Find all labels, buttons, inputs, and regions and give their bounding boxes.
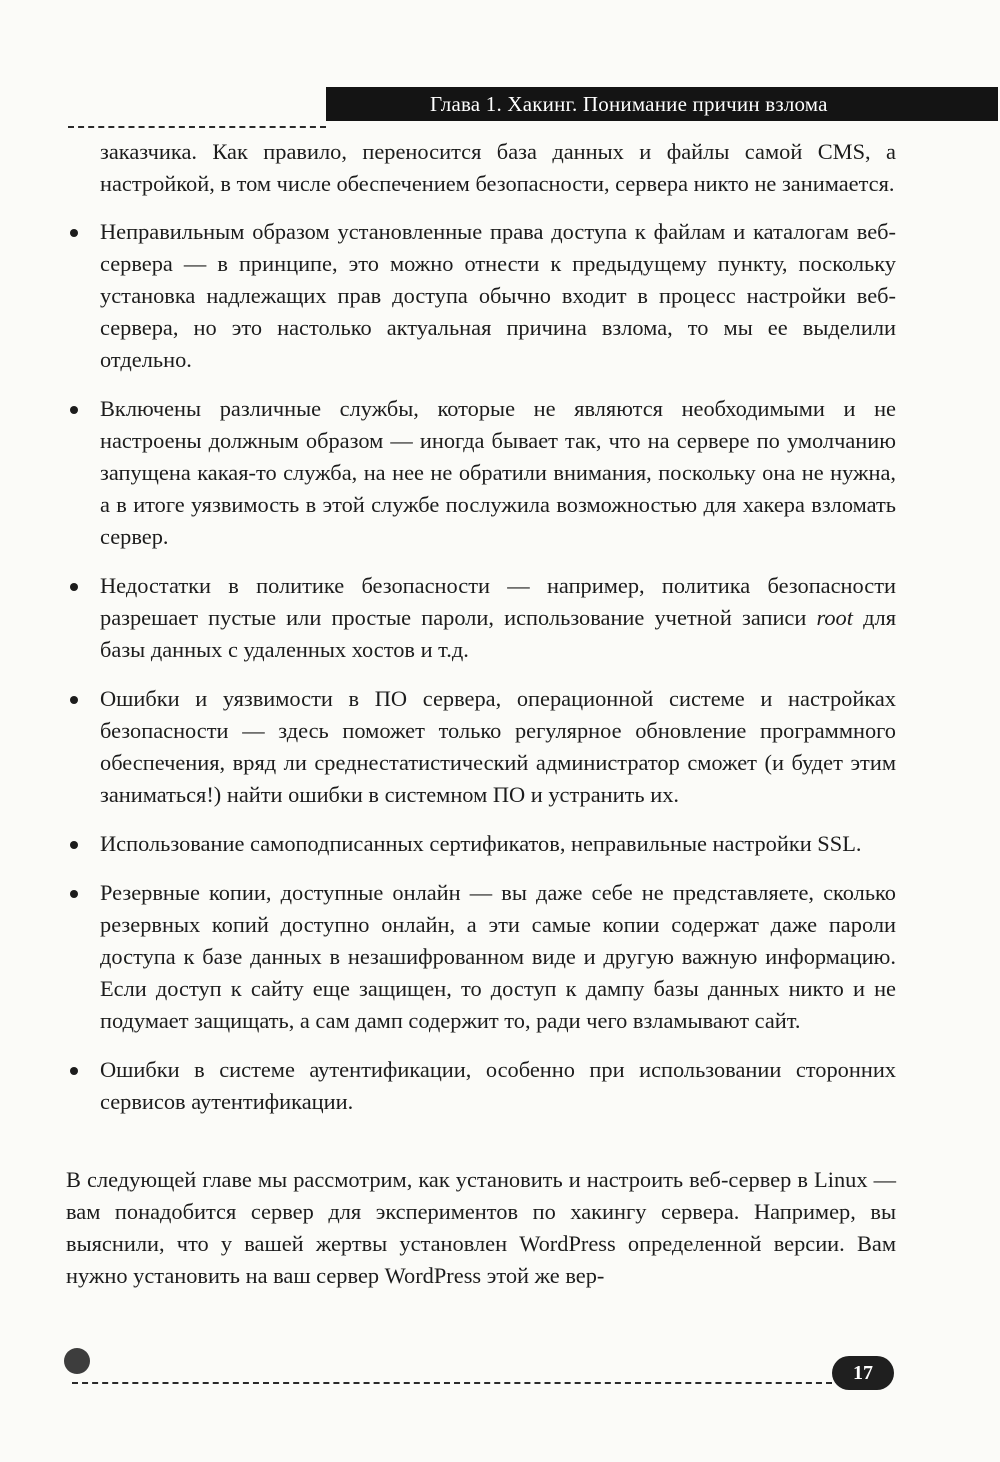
final-paragraph: В следующей главе мы рассмотрим, как установить и настроить веб-сервер в Linux — вам понадобится сервер для экспериментов по хакингу сервера. Например, вы выяснили, что у вашей жертвы установлен WordPress определенной версии. Вам нужно установить на ваш сервер WordPress этой же вер- [66,1167,896,1288]
bullet-icon [70,696,78,704]
list-item [66,393,896,553]
bullet-icon [70,229,78,237]
list-item-text: Неправильным образом установленные права доступа к файлам и каталогам веб-сервера — в принципе, это можно отнести к предыдущему пункту, поскольку установка надлежащих прав доступа обычно входит в процесс настройки веб-сервера, но это настолько актуальная причина взлома, то мы ее выделили отдельно. [100,219,896,372]
list-item-text-italic: root [816,605,853,630]
bullet-list [66,216,896,1118]
list-item [66,828,896,860]
header-dashed-line [68,126,326,128]
list-item-text: Включены различные службы, которые не являются необходимыми и не настроены должным образом — иногда бывает так, что на сервере по умолчанию запущена какая-то служба, на нее не обратили внимания, поскольку она не нужна, а в итоге уязвимость в этой службе послужила возможностью для хакера взломать сервер. [100,396,896,549]
list-item [66,216,896,376]
list-item [66,570,896,666]
bullet-icon [70,890,78,898]
footer-dashed-line [72,1382,832,1384]
page-body [66,136,896,1292]
list-item-text: Ошибки в системе аутентификации, особенно при использовании сторонних сервисов аутентификации. [100,1057,896,1114]
list-item-text-after: для базы данных с удаленных хостов и т.д. [100,605,896,662]
page-number: 17 [832,1356,894,1390]
bullet-icon [70,406,78,414]
chapter-title: Глава 1. Хакинг. Понимание причин взлома [430,92,828,116]
list-item-text: Резервные копии, доступные онлайн — вы даже себе не представляете, сколько резервных копий доступно онлайн, а эти самые копии содержат даже пароли доступа к базе данных в незашифрованном виде и другую важную информацию. Если доступ к сайту еще защищен, то доступ к дампу базы данных никто и не подумает защищать, а сам дамп содержит то, ради чего взламывают сайт. [100,880,896,1033]
list-item-text: Ошибки и уязвимости в ПО сервера, операционной системе и настройках безопасности — здесь поможет только регулярное обновление программного обеспечения, вряд ли среднестатистический администратор сможет (и будет этим заниматься!) найти ошибки в системном ПО и устранить их. [100,686,896,807]
list-item-text-before: Недостатки в политике безопасности — например, политика безопасности разрешает пустые или простые пароли, использование учетной записи [100,573,896,630]
continuation-paragraph: заказчика. Как правило, переносится база данных и файлы самой CMS, а настройкой, в том числе обеспечением безопасности, сервера никто не занимается. [100,139,896,196]
list-item [66,1054,896,1118]
list-item [66,683,896,811]
bullet-icon [70,583,78,591]
list-item [66,877,896,1037]
list-item-text: Использование самоподписанных сертификатов, неправильные настройки SSL. [100,831,862,856]
footer-circle-icon [64,1348,90,1374]
bullet-icon [70,1067,78,1075]
bullet-icon [70,841,78,849]
